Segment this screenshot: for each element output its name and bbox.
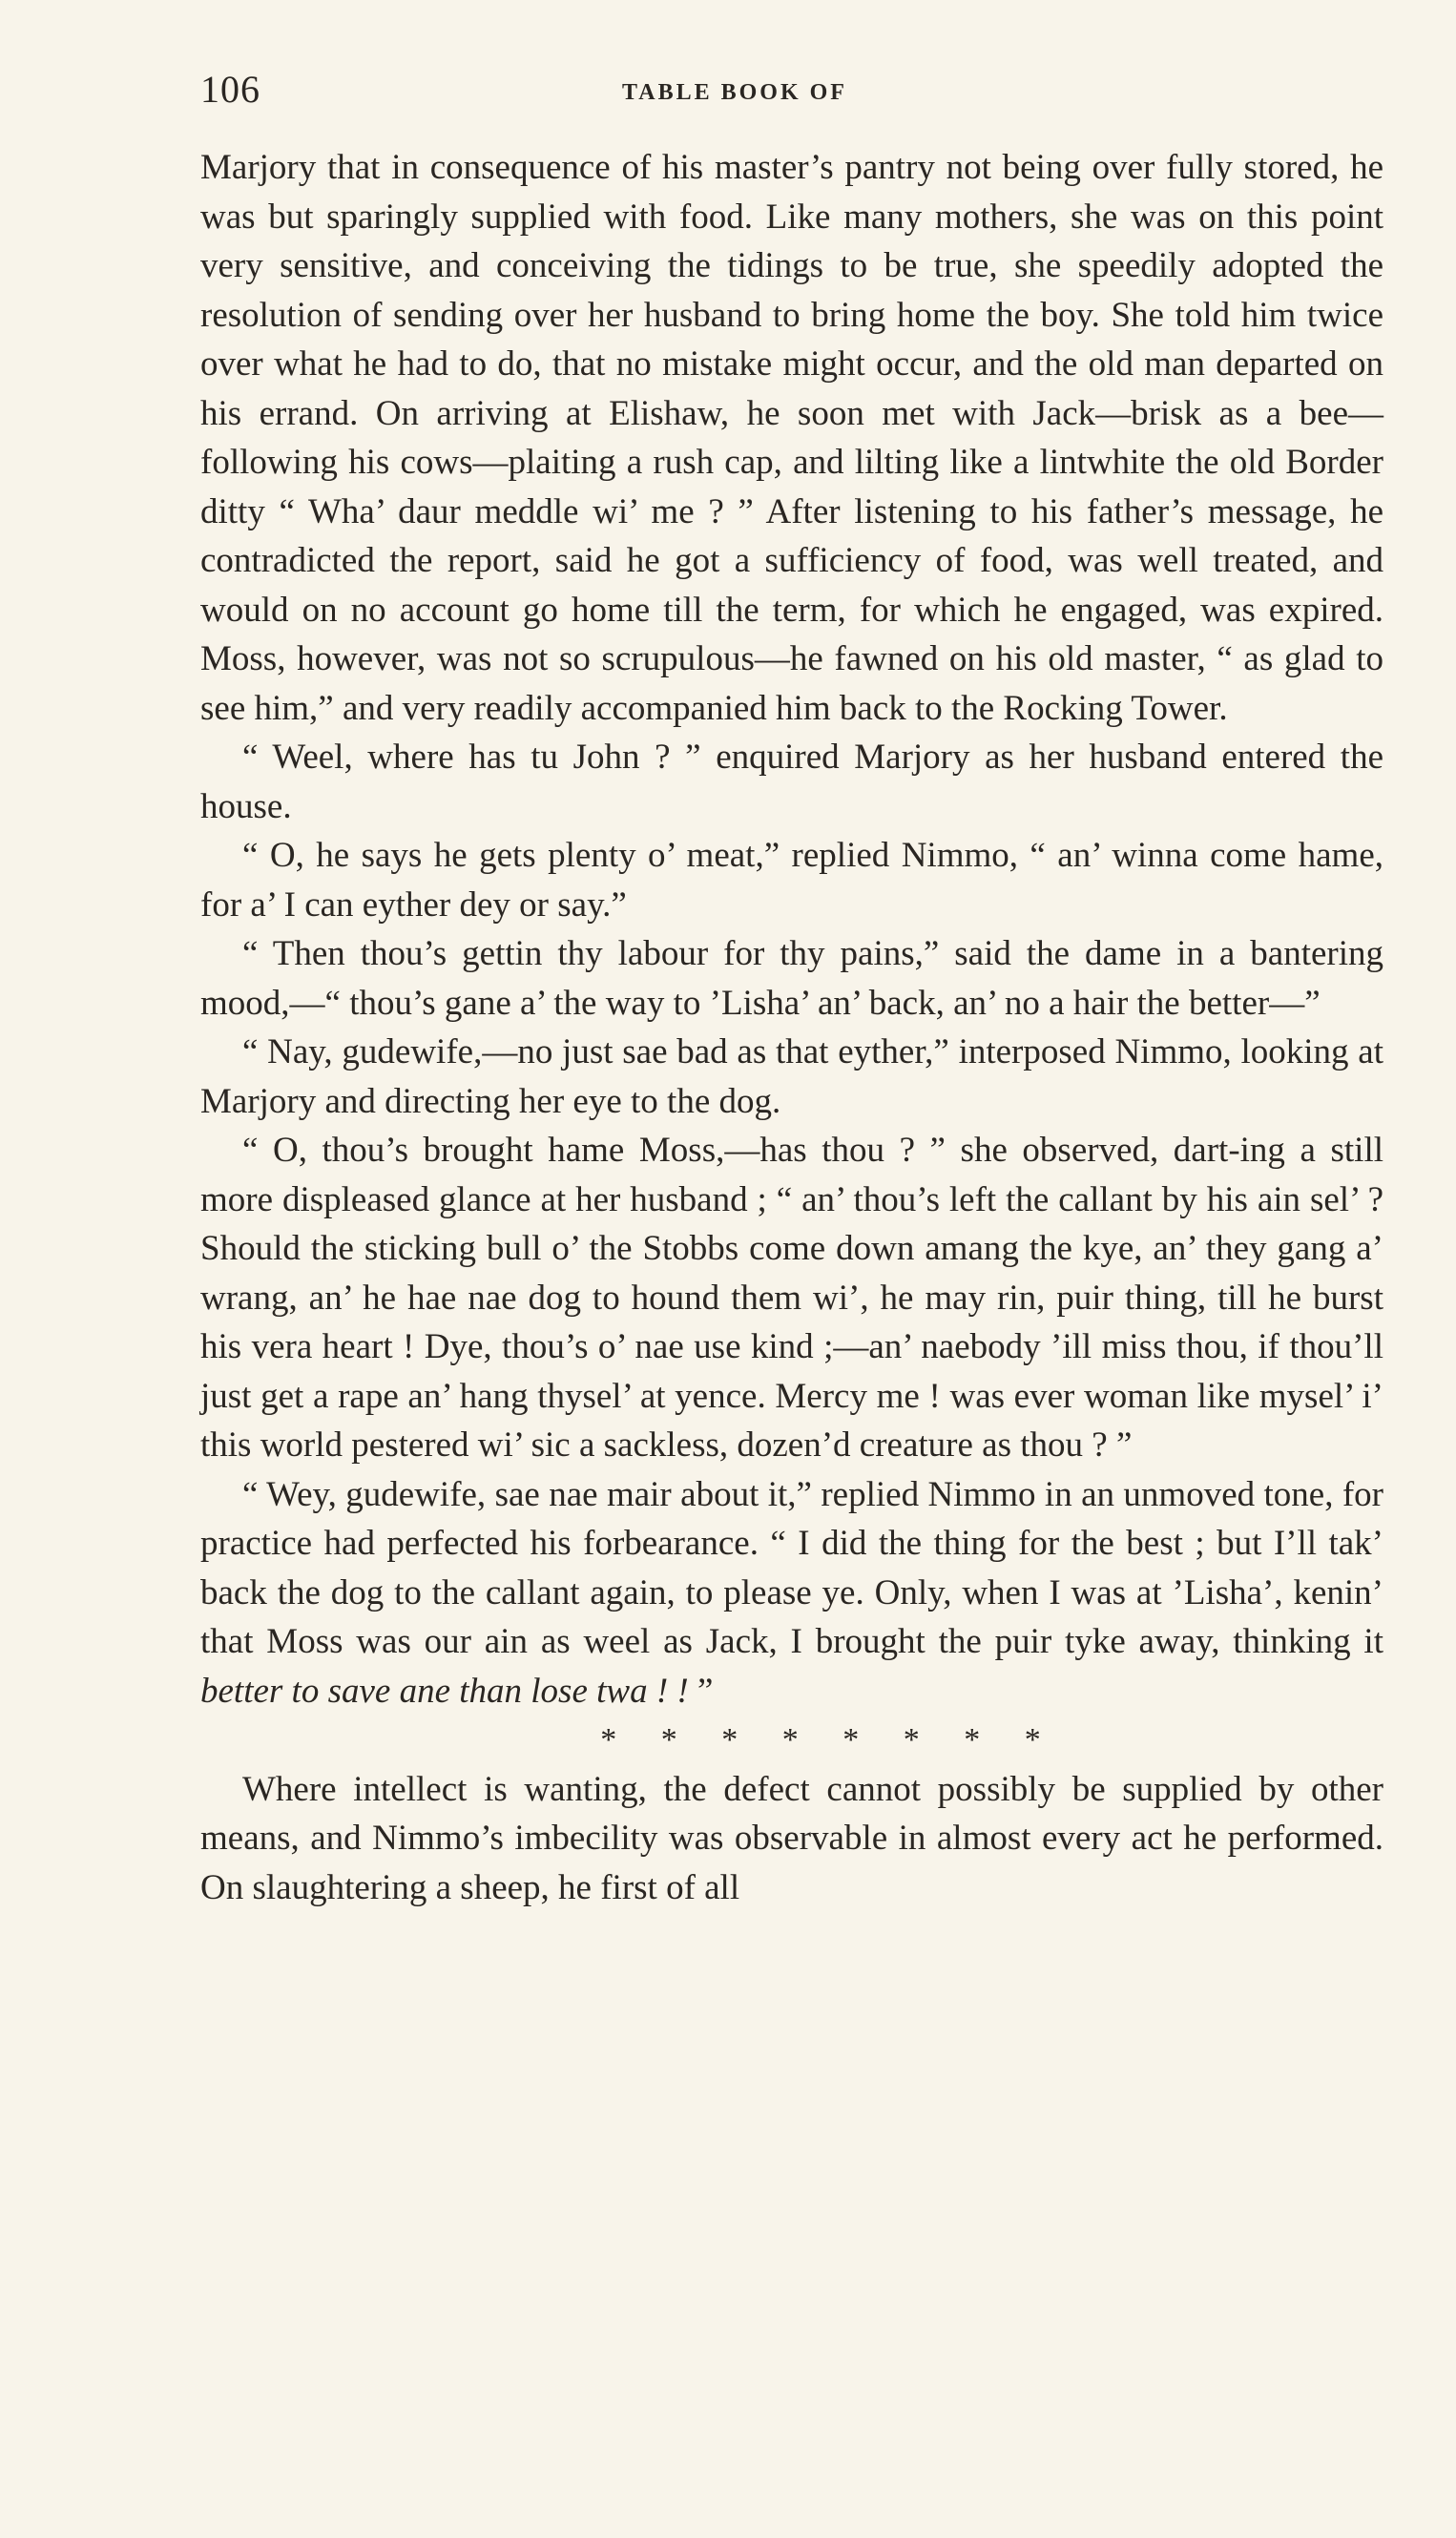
running-title: TABLE BOOK OF bbox=[622, 80, 847, 105]
paragraph-7-italic: better to save ane than lose twa ! ! bbox=[200, 1671, 689, 1711]
paragraph-3: “ O, he says he gets plenty o’ meat,” replied Nimmo, “ an’ winna come hame, for a’ I can eyther dey or say.” bbox=[200, 836, 1383, 925]
paragraph-7-end: ” bbox=[688, 1671, 714, 1711]
page-header bbox=[200, 67, 1269, 124]
page-number: 106 bbox=[200, 68, 260, 111]
paragraph-4: “ Then thou’s gettin thy labour for thy pains,” said the dame in a bantering mood,—“ thou’s gane a’ the way to ’Lisha’ an’ back, an’ no a hair the better—” bbox=[200, 934, 1383, 1023]
section-break-asterisks: * * * * * * * * bbox=[600, 1722, 1041, 1758]
paragraph-1: Marjory that in consequence of his master’s pantry not being over fully stored, he was but sparingly supplied with food. Like many mothers, she was on this point very sensitive, and conceiving the tidings to be true, she speedily adopted the resolution of sending over her husband to bring home the boy. She told him twice over what he had to do, that no mistake might occur, and the old man departed on his errand. On arriving at Elishaw, he soon met with Jack—brisk as a bee—following his cows—plaiting a rush cap, and lilting like a lintwhite the old Border ditty “ Wha’ daur meddle wi’ me ? ” After listening to his father’s message, he contradicted the report, said he got a sufficiency of food, was well treated, and would on no account go home till the term, for which he engaged, was expired. Moss, however, was not so scrupulous—he fawned on his old master, “ as glad to see him,” and very readily accompanied him back to the Rocking Tower. bbox=[200, 148, 1383, 728]
paragraph-7-main: “ Wey, gudewife, sae nae mair about it,” replied Nimmo in an unmoved tone, for practice had perfected his forbearance. “ I did the thing for the best ; but I’ll tak’ back the dog to the callant again, to please ye. Only, when I was at ’Lisha’, kenin’ that Moss was our ain as weel as Jack, I brought the puir tyke away, thinking it bbox=[200, 1474, 1383, 1661]
paragraph-6: “ O, thou’s brought hame Moss,—has thou ? ” she observed, dart-ing a still more displeased glance at her husband ; “ an’ thou’s left the callant by his ain sel’ ? Should the sticking bull o’ the Stobbs come down amang the kye, an’ they gang a’ wrang, an’ he hae nae dog to hound them wi’, he may rin, puir thing, till he burst his vera heart ! Dye, thou’s o’ nae use kind ;—an’ naebody ’ill miss thou, if thou’ll just get a rape an’ hang thysel’ at yence. Mercy me ! was ever woman like mysel’ i’ this world pestered wi’ sic a sackless, dozen’d creature as thou ? ” bbox=[200, 1131, 1383, 1465]
body-text bbox=[200, 143, 1383, 1912]
paragraph-2: “ Weel, where has tu John ? ” enquired Marjory as her husband entered the house. bbox=[200, 738, 1383, 826]
paragraph-7 bbox=[200, 1470, 1383, 1716]
paragraph-5: “ Nay, gudewife,—no just sae bad as that eyther,” interposed Nimmo, looking at Marjory and directing her eye to the dog. bbox=[200, 1032, 1383, 1121]
paragraph-8: Where intellect is wanting, the defect cannot possibly be supplied by other means, and Nimmo’s imbecility was observable in almost every act he performed. On slaughtering a sheep, he first of all bbox=[200, 1769, 1383, 1907]
